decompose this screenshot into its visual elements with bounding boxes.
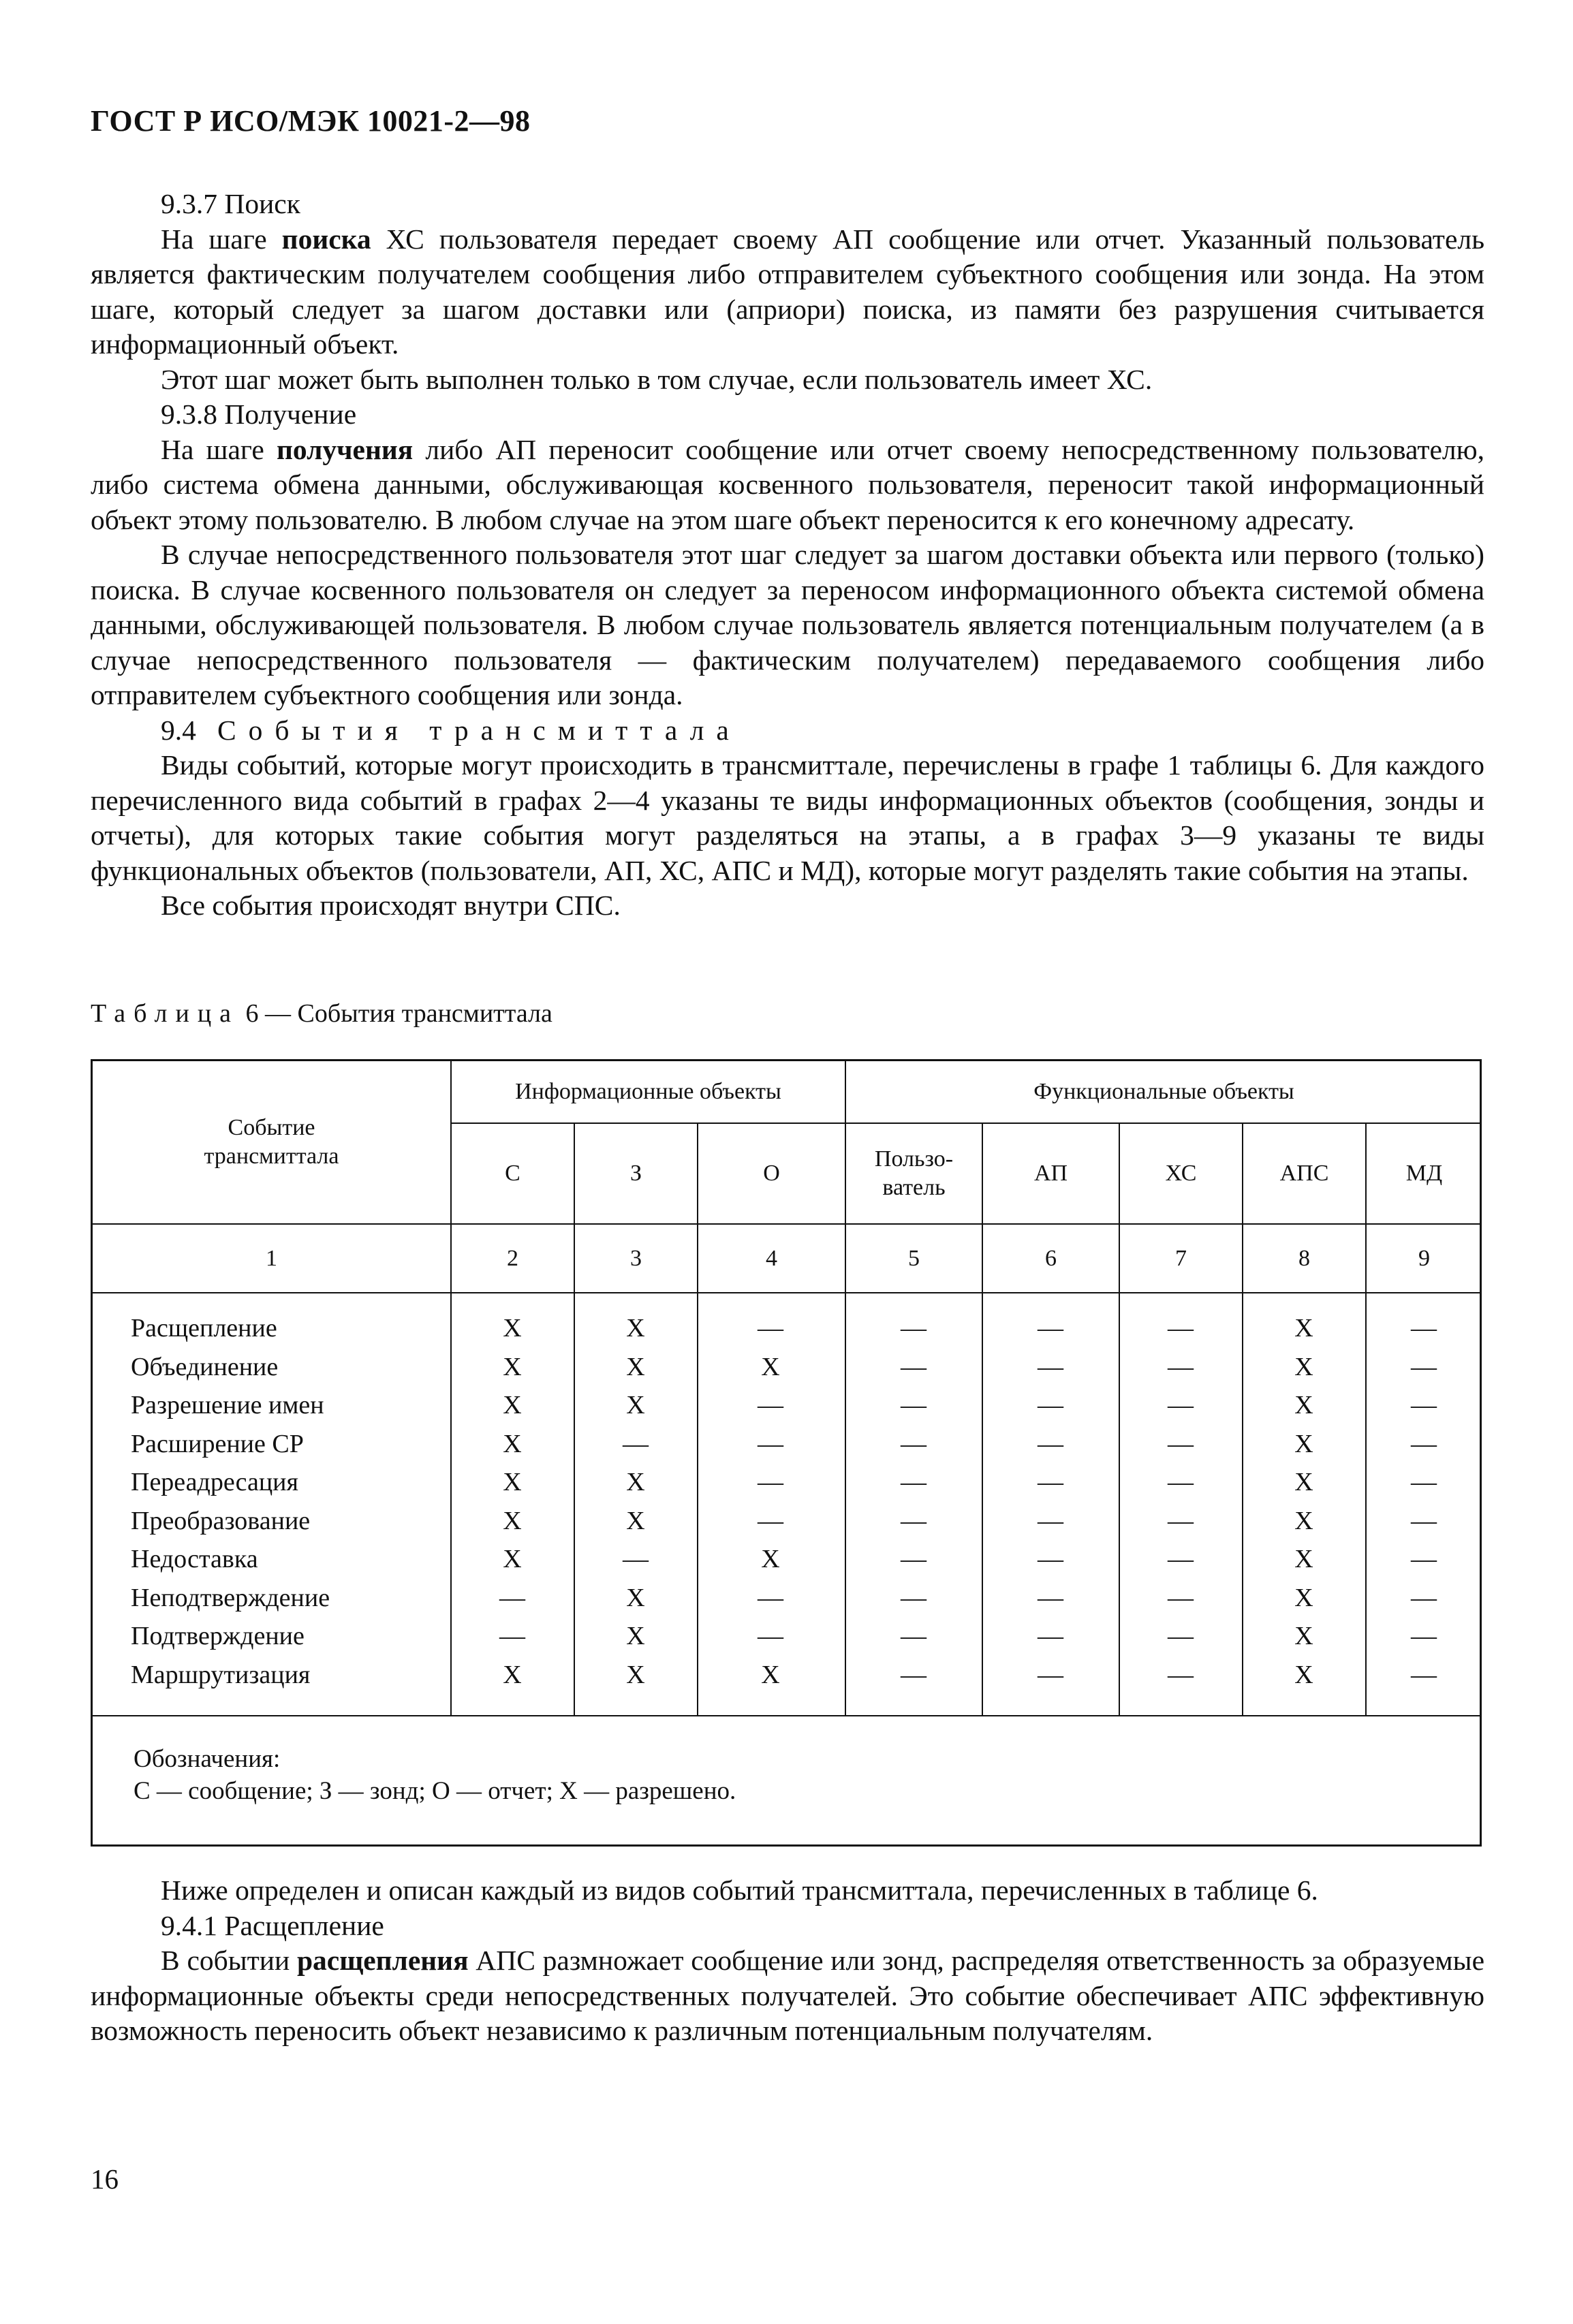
row-mark: — bbox=[901, 1314, 926, 1342]
col-num-7: 7 bbox=[1175, 1245, 1187, 1271]
row-mark: — bbox=[901, 1660, 926, 1689]
paragraph-split: В событии расщепления АПС размножает сообщение или зонд, распределяя ответственность за образуемые информационные объекты среди непосредственных получателей. Это событие обеспечивает АПС эффективную возможность переносить объект независимо к различным потенциальным получателям. bbox=[91, 1945, 1484, 2046]
header-event: Событие трансмиттала bbox=[204, 1115, 339, 1169]
row-mark: X bbox=[1294, 1468, 1313, 1496]
row-mark: — bbox=[623, 1545, 649, 1573]
col-num-3: 3 bbox=[630, 1245, 642, 1271]
subheader-aps: АПС bbox=[1279, 1161, 1329, 1186]
row-mark: X bbox=[626, 1583, 645, 1612]
row-mark: X bbox=[1294, 1545, 1313, 1573]
row-mark: X bbox=[626, 1660, 645, 1689]
row-mark: — bbox=[499, 1583, 525, 1612]
row-mark: — bbox=[901, 1583, 926, 1612]
paragraph-intro-events: Ниже определен и описан каждый из видов событий трансмиттала, перечисленных в таблице 6. bbox=[161, 1874, 1318, 1906]
row-mark: — bbox=[1168, 1583, 1194, 1612]
header-func-objects: Функциональные объекты bbox=[1033, 1079, 1294, 1104]
col-num-6: 6 bbox=[1045, 1245, 1057, 1271]
row-mark: — bbox=[901, 1468, 926, 1496]
term-receive: получения bbox=[276, 433, 414, 465]
section-heading-9-3-8: 9.3.8 Получение bbox=[161, 398, 357, 430]
row-mark: X bbox=[1294, 1622, 1313, 1650]
row-mark: — bbox=[1038, 1622, 1063, 1650]
row-mark: — bbox=[758, 1391, 783, 1419]
row-mark: X bbox=[503, 1545, 522, 1573]
row-mark: X bbox=[1294, 1352, 1313, 1381]
row-mark: X bbox=[1294, 1391, 1313, 1419]
row-mark: — bbox=[1411, 1622, 1437, 1650]
row-mark: — bbox=[758, 1468, 783, 1496]
events-table bbox=[91, 1059, 1482, 1847]
row-mark: — bbox=[1168, 1545, 1194, 1573]
row-event-name: Неподтверждение bbox=[131, 1583, 330, 1612]
row-mark: X bbox=[1294, 1583, 1313, 1612]
row-event-name: Преобразование bbox=[131, 1506, 311, 1535]
page-number: 16 bbox=[91, 2163, 119, 2195]
row-mark: — bbox=[901, 1391, 926, 1419]
row-mark: X bbox=[761, 1352, 780, 1381]
paragraph-receive-cases: В случае непосредственного пользователя этот шаг следует за шагом доставки объекта или первого (только) поиска. В случае косвенного пользователя он следует за переносом информационного объекта системой обмена данными, обслуживающей пользователя. В любом случае пользователь является потенциальным получателем (а в случае непосредственного пользователя — фактическим получателем) передаваемого сообщения либо отправителем субъектного сообщения или зонда. bbox=[91, 539, 1484, 710]
subheader-hs: ХС bbox=[1165, 1161, 1197, 1186]
row-event-name: Подтверждение bbox=[131, 1622, 305, 1650]
subheader-md: МД bbox=[1405, 1161, 1443, 1186]
paragraph-receive: На шаге получения либо АП переносит сообщение или отчет своему непосредственному пользователю, либо система обмена данными, обслуживающая косвенного пользователя, переносит такой информационный объект этому пользователю. В любом случае на этом шаге объект переносится к его конечному адресату. bbox=[91, 433, 1484, 535]
bottom-text-block bbox=[91, 1873, 1484, 2049]
row-mark: — bbox=[1038, 1660, 1063, 1689]
row-mark: — bbox=[1411, 1583, 1437, 1612]
row-mark: X bbox=[503, 1468, 522, 1496]
row-mark: — bbox=[1411, 1391, 1437, 1419]
row-mark: — bbox=[1038, 1429, 1063, 1458]
row-mark: X bbox=[503, 1314, 522, 1342]
row-mark: — bbox=[1168, 1391, 1194, 1419]
row-mark: — bbox=[758, 1622, 783, 1650]
table-notes bbox=[134, 1743, 736, 1807]
row-mark: — bbox=[758, 1583, 783, 1612]
row-mark: — bbox=[623, 1429, 649, 1458]
row-mark: X bbox=[761, 1660, 780, 1689]
row-mark: — bbox=[1038, 1314, 1063, 1342]
col-num-9: 9 bbox=[1418, 1245, 1430, 1271]
row-mark: — bbox=[901, 1429, 926, 1458]
row-mark: X bbox=[503, 1506, 522, 1535]
row-mark: — bbox=[1168, 1352, 1194, 1381]
col-num-2: 2 bbox=[507, 1245, 518, 1271]
notes-text: С — сообщение; З — зонд; О — отчет; Х — разрешено. bbox=[134, 1777, 736, 1805]
row-mark: — bbox=[1411, 1468, 1437, 1496]
subheader-user: Пользо-ватель bbox=[874, 1146, 954, 1200]
row-mark: — bbox=[1411, 1506, 1437, 1535]
row-mark: X bbox=[626, 1468, 645, 1496]
row-mark: — bbox=[1038, 1506, 1063, 1535]
paragraph-search: На шаге поиска ХС пользователя передает своему АП сообщение или отчет. Указанный пользователь является фактическим получателем сообщения либо отправителем субъектного сообщения или зонда. На этом шаге, который следует за шагом доставки или (априори) поиска, из памяти без разрушения считывается информационный объект. bbox=[91, 223, 1485, 360]
row-mark: — bbox=[1038, 1545, 1063, 1573]
row-event-name: Переадресация bbox=[131, 1468, 298, 1496]
row-event-name: Маршрутизация bbox=[131, 1660, 311, 1689]
row-mark: — bbox=[1168, 1429, 1194, 1458]
row-mark: X bbox=[1294, 1429, 1313, 1458]
row-mark: X bbox=[503, 1352, 522, 1381]
section-heading-9-4-1: 9.4.1 Расщепление bbox=[161, 1909, 384, 1941]
row-event-name: Разрешение имен bbox=[131, 1391, 324, 1419]
row-mark: — bbox=[1168, 1314, 1194, 1342]
subheader-z: З bbox=[629, 1161, 642, 1186]
paragraph-events-inside: Все события происходят внутри СПС. bbox=[161, 890, 621, 921]
row-mark: X bbox=[626, 1622, 645, 1650]
row-mark: — bbox=[901, 1545, 926, 1573]
document-header: ГОСТ Р ИСО/МЭК 10021-2—98 bbox=[91, 104, 531, 138]
row-event-name: Недоставка bbox=[131, 1545, 258, 1573]
notes-title: Обозначения: bbox=[134, 1745, 281, 1773]
row-mark: X bbox=[503, 1660, 522, 1689]
col-num-5: 5 bbox=[908, 1245, 920, 1271]
row-mark: — bbox=[499, 1622, 525, 1650]
row-mark: — bbox=[1411, 1352, 1437, 1381]
row-event-name: Расщепление bbox=[131, 1314, 277, 1342]
term-split: расщепления bbox=[296, 1945, 469, 1976]
row-mark: — bbox=[1168, 1468, 1194, 1496]
subheader-ap: АП bbox=[1033, 1161, 1068, 1186]
row-mark: — bbox=[1411, 1545, 1437, 1573]
row-mark: — bbox=[901, 1506, 926, 1535]
row-mark: — bbox=[1168, 1660, 1194, 1689]
top-text-block bbox=[91, 187, 1484, 924]
row-mark: X bbox=[1294, 1314, 1313, 1342]
term-search: поиска bbox=[281, 223, 371, 255]
row-event-name: Расширение СР bbox=[131, 1429, 304, 1458]
row-mark: — bbox=[1038, 1468, 1063, 1496]
row-mark: X bbox=[503, 1391, 522, 1419]
subheader-o: О bbox=[763, 1161, 780, 1186]
row-mark: X bbox=[1294, 1660, 1313, 1689]
row-mark: — bbox=[901, 1622, 926, 1650]
row-mark: X bbox=[1294, 1506, 1313, 1535]
row-mark: X bbox=[626, 1391, 645, 1419]
paragraph-search-condition: Этот шаг может быть выполнен только в том случае, если пользователь имеет ХС. bbox=[161, 363, 1153, 395]
col-num-4: 4 bbox=[766, 1245, 777, 1271]
row-mark: — bbox=[758, 1314, 783, 1342]
row-mark: X bbox=[761, 1545, 780, 1573]
row-mark: X bbox=[626, 1506, 645, 1535]
subheader-s: С bbox=[505, 1161, 520, 1186]
row-mark: — bbox=[901, 1352, 926, 1381]
row-mark: — bbox=[1168, 1622, 1194, 1650]
paragraph-events-kinds: Виды событий, которые могут происходить в трансмиттале, перечислены в графе 1 таблицы 6. Для каждого перечисленного вида событий в графах 2—4 указаны те виды информационных объектов (сообщения, зонды и отчеты), для которых такие события могут разделяться на этапы, а в графах 3—9 указаны те виды функциональных объектов (пользователи, АП, ХС, АПС и МД), которые могут разделять такие события на этапы. bbox=[91, 749, 1484, 886]
row-event-name: Объединение bbox=[131, 1352, 279, 1381]
row-mark: — bbox=[1038, 1391, 1063, 1419]
section-heading-9-4: 9.4 События трансмиттала bbox=[161, 714, 741, 746]
section-heading-9-3-7: 9.3.7 Поиск bbox=[161, 188, 300, 219]
col-num-1: 1 bbox=[266, 1245, 277, 1271]
row-mark: — bbox=[1411, 1314, 1437, 1342]
row-mark: — bbox=[1411, 1660, 1437, 1689]
row-mark: X bbox=[626, 1352, 645, 1381]
row-mark: X bbox=[503, 1429, 522, 1458]
row-mark: — bbox=[1168, 1506, 1194, 1535]
table-caption: Таблица 6 — События трансмиттала bbox=[91, 999, 552, 1028]
row-mark: X bbox=[626, 1314, 645, 1342]
row-mark: — bbox=[1038, 1352, 1063, 1381]
row-mark: — bbox=[1038, 1583, 1063, 1612]
col-num-8: 8 bbox=[1298, 1245, 1310, 1271]
row-mark: — bbox=[758, 1429, 783, 1458]
header-info-objects: Информационные объекты bbox=[515, 1079, 781, 1104]
row-mark: — bbox=[1411, 1429, 1437, 1458]
row-mark: — bbox=[758, 1506, 783, 1535]
